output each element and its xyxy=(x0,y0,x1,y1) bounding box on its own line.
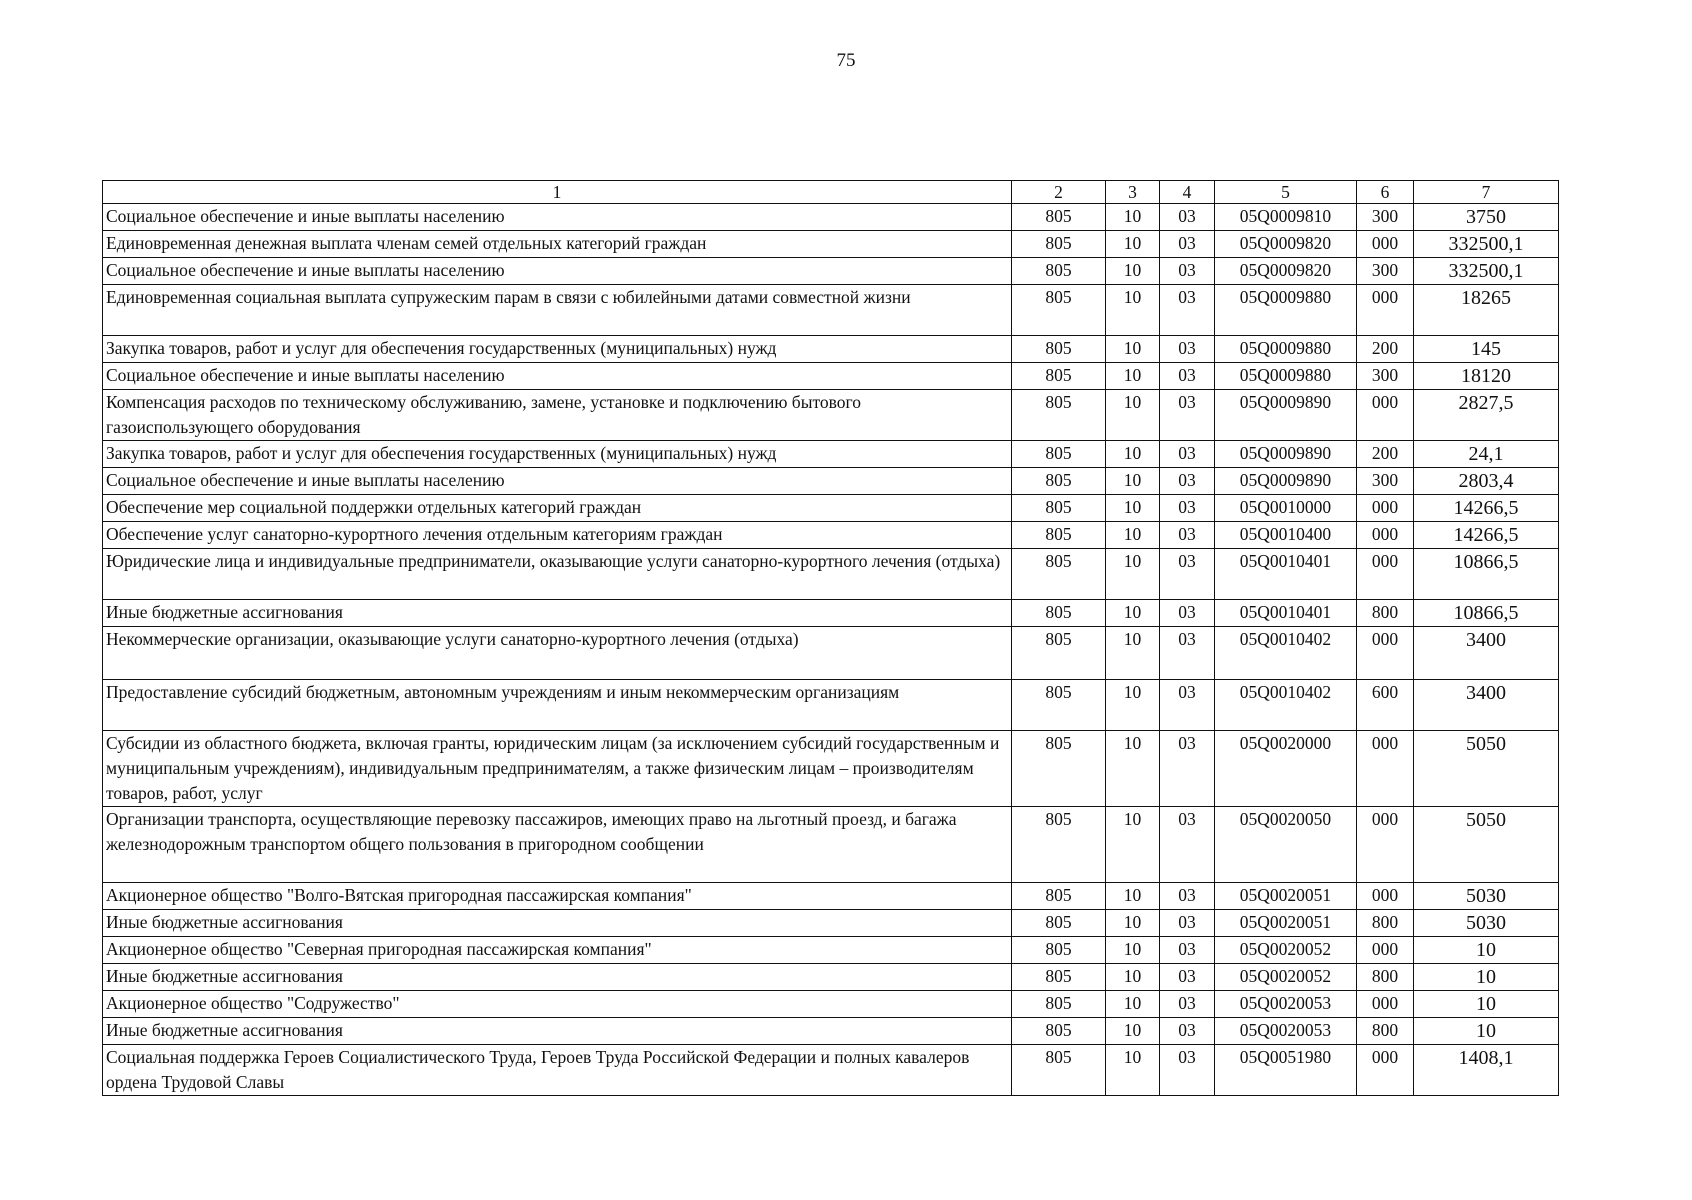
expense-type-code: 800 xyxy=(1357,1018,1414,1045)
row-amount: 332500,1 xyxy=(1414,231,1559,258)
expense-type-code: 000 xyxy=(1357,1045,1414,1096)
table-row xyxy=(103,522,1559,549)
row-amount: 1408,1 xyxy=(1414,1045,1559,1096)
expense-type-code: 300 xyxy=(1357,258,1414,285)
subsection-code: 03 xyxy=(1160,285,1215,336)
target-article-code: 05Q0020050 xyxy=(1215,807,1357,883)
table-row xyxy=(103,807,1559,883)
section-code: 10 xyxy=(1106,627,1160,680)
row-name: Обеспечение мер социальной поддержки отдельных категорий граждан xyxy=(103,495,1012,522)
target-article-code: 05Q0009810 xyxy=(1215,204,1357,231)
subsection-code: 03 xyxy=(1160,231,1215,258)
row-amount: 18120 xyxy=(1414,363,1559,390)
section-code: 10 xyxy=(1106,731,1160,807)
expense-type-code: 800 xyxy=(1357,910,1414,937)
column-header: 3 xyxy=(1106,181,1160,204)
expense-type-code: 000 xyxy=(1357,390,1414,441)
table-row xyxy=(103,363,1559,390)
target-article-code: 05Q0010402 xyxy=(1215,627,1357,680)
section-code: 10 xyxy=(1106,363,1160,390)
section-code: 10 xyxy=(1106,336,1160,363)
section-code: 10 xyxy=(1106,680,1160,731)
admin-code: 805 xyxy=(1012,468,1106,495)
admin-code: 805 xyxy=(1012,204,1106,231)
row-amount: 14266,5 xyxy=(1414,522,1559,549)
expense-type-code: 000 xyxy=(1357,807,1414,883)
admin-code: 805 xyxy=(1012,883,1106,910)
row-name: Иные бюджетные ассигнования xyxy=(103,910,1012,937)
target-article-code: 05Q0009880 xyxy=(1215,336,1357,363)
target-article-code: 05Q0009880 xyxy=(1215,285,1357,336)
target-article-code: 05Q0009820 xyxy=(1215,258,1357,285)
subsection-code: 03 xyxy=(1160,549,1215,600)
section-code: 10 xyxy=(1106,1045,1160,1096)
admin-code: 805 xyxy=(1012,390,1106,441)
subsection-code: 03 xyxy=(1160,1018,1215,1045)
subsection-code: 03 xyxy=(1160,600,1215,627)
subsection-code: 03 xyxy=(1160,390,1215,441)
expense-type-code: 000 xyxy=(1357,549,1414,600)
target-article-code: 05Q0020051 xyxy=(1215,883,1357,910)
target-article-code: 05Q0010401 xyxy=(1215,549,1357,600)
row-amount: 10 xyxy=(1414,937,1559,964)
target-article-code: 05Q0009880 xyxy=(1215,363,1357,390)
row-amount: 18265 xyxy=(1414,285,1559,336)
subsection-code: 03 xyxy=(1160,937,1215,964)
section-code: 10 xyxy=(1106,937,1160,964)
row-amount: 3400 xyxy=(1414,680,1559,731)
admin-code: 805 xyxy=(1012,285,1106,336)
expense-type-code: 000 xyxy=(1357,731,1414,807)
row-name: Юридические лица и индивидуальные предприниматели, оказывающие услуги санаторно-курортного лечения (отдыха) xyxy=(103,549,1012,600)
column-header: 6 xyxy=(1357,181,1414,204)
row-name: Обеспечение услуг санаторно-курортного лечения отдельным категориям граждан xyxy=(103,522,1012,549)
row-name: Акционерное общество "Северная пригородная пассажирская компания" xyxy=(103,937,1012,964)
row-name: Организации транспорта, осуществляющие перевозку пассажиров, имеющих право на льготный проезд, и багажа железнодорожным транспортом общего пользования в пригородном сообщении xyxy=(103,807,1012,883)
table-row xyxy=(103,468,1559,495)
admin-code: 805 xyxy=(1012,991,1106,1018)
target-article-code: 05Q0020052 xyxy=(1215,964,1357,991)
budget-table xyxy=(102,180,1559,1096)
row-name: Закупка товаров, работ и услуг для обеспечения государственных (муниципальных) нужд xyxy=(103,441,1012,468)
subsection-code: 03 xyxy=(1160,807,1215,883)
subsection-code: 03 xyxy=(1160,468,1215,495)
admin-code: 805 xyxy=(1012,627,1106,680)
row-amount: 10 xyxy=(1414,964,1559,991)
subsection-code: 03 xyxy=(1160,991,1215,1018)
table-row xyxy=(103,964,1559,991)
target-article-code: 05Q0009890 xyxy=(1215,468,1357,495)
target-article-code: 05Q0010400 xyxy=(1215,522,1357,549)
admin-code: 805 xyxy=(1012,731,1106,807)
subsection-code: 03 xyxy=(1160,363,1215,390)
table-row xyxy=(103,731,1559,807)
row-name: Некоммерческие организации, оказывающие услуги санаторно-курортного лечения (отдыха) xyxy=(103,627,1012,680)
section-code: 10 xyxy=(1106,522,1160,549)
subsection-code: 03 xyxy=(1160,883,1215,910)
admin-code: 805 xyxy=(1012,910,1106,937)
row-name: Предоставление субсидий бюджетным, автономным учреждениям и иным некоммерческим организациям xyxy=(103,680,1012,731)
row-name: Компенсация расходов по техническому обслуживанию, замене, установке и подключению бытового газоиспользующего оборудования xyxy=(103,390,1012,441)
expense-type-code: 000 xyxy=(1357,231,1414,258)
target-article-code: 05Q0010402 xyxy=(1215,680,1357,731)
subsection-code: 03 xyxy=(1160,627,1215,680)
expense-type-code: 800 xyxy=(1357,964,1414,991)
row-amount: 3400 xyxy=(1414,627,1559,680)
section-code: 10 xyxy=(1106,495,1160,522)
section-code: 10 xyxy=(1106,258,1160,285)
section-code: 10 xyxy=(1106,549,1160,600)
row-name: Акционерное общество "Волго-Вятская пригородная пассажирская компания" xyxy=(103,883,1012,910)
section-code: 10 xyxy=(1106,390,1160,441)
row-name: Субсидии из областного бюджета, включая гранты, юридическим лицам (за исключением субсидий государственным и муниципальным учреждениям), индивидуальным предпринимателям, а также физическим лицам – производителям товаров, работ, услуг xyxy=(103,731,1012,807)
expense-type-code: 000 xyxy=(1357,522,1414,549)
admin-code: 805 xyxy=(1012,1045,1106,1096)
admin-code: 805 xyxy=(1012,336,1106,363)
target-article-code: 05Q0009820 xyxy=(1215,231,1357,258)
row-name: Иные бюджетные ассигнования xyxy=(103,1018,1012,1045)
admin-code: 805 xyxy=(1012,680,1106,731)
target-article-code: 05Q0020052 xyxy=(1215,937,1357,964)
expense-type-code: 300 xyxy=(1357,468,1414,495)
table-row xyxy=(103,600,1559,627)
section-code: 10 xyxy=(1106,231,1160,258)
row-amount: 5030 xyxy=(1414,883,1559,910)
row-name: Иные бюджетные ассигнования xyxy=(103,600,1012,627)
section-code: 10 xyxy=(1106,468,1160,495)
subsection-code: 03 xyxy=(1160,910,1215,937)
row-amount: 10 xyxy=(1414,1018,1559,1045)
section-code: 10 xyxy=(1106,1018,1160,1045)
table-row xyxy=(103,336,1559,363)
expense-type-code: 300 xyxy=(1357,363,1414,390)
table-row xyxy=(103,1018,1559,1045)
admin-code: 805 xyxy=(1012,231,1106,258)
row-amount: 5030 xyxy=(1414,910,1559,937)
table-row xyxy=(103,991,1559,1018)
admin-code: 805 xyxy=(1012,964,1106,991)
target-article-code: 05Q0020053 xyxy=(1215,1018,1357,1045)
row-amount: 14266,5 xyxy=(1414,495,1559,522)
target-article-code: 05Q0009890 xyxy=(1215,441,1357,468)
subsection-code: 03 xyxy=(1160,731,1215,807)
expense-type-code: 800 xyxy=(1357,600,1414,627)
row-name: Единовременная социальная выплата супружеским парам в связи с юбилейными датами совместной жизни xyxy=(103,285,1012,336)
target-article-code: 05Q0020053 xyxy=(1215,991,1357,1018)
target-article-code: 05Q0051980 xyxy=(1215,1045,1357,1096)
expense-type-code: 600 xyxy=(1357,680,1414,731)
table-row xyxy=(103,549,1559,600)
table-row xyxy=(103,680,1559,731)
table-row xyxy=(103,627,1559,680)
target-article-code: 05Q0010401 xyxy=(1215,600,1357,627)
row-amount: 10 xyxy=(1414,991,1559,1018)
column-header: 7 xyxy=(1414,181,1559,204)
target-article-code: 05Q0020000 xyxy=(1215,731,1357,807)
row-amount: 5050 xyxy=(1414,731,1559,807)
row-amount: 3750 xyxy=(1414,204,1559,231)
header-row xyxy=(103,181,1559,204)
table-row xyxy=(103,910,1559,937)
row-name: Социальная поддержка Героев Социалистического Труда, Героев Труда Российской Федерации и полных кавалеров ордена Трудовой Славы xyxy=(103,1045,1012,1096)
table-row xyxy=(103,883,1559,910)
column-header: 5 xyxy=(1215,181,1357,204)
subsection-code: 03 xyxy=(1160,441,1215,468)
row-amount: 10866,5 xyxy=(1414,600,1559,627)
table-row xyxy=(103,441,1559,468)
table-row xyxy=(103,1045,1559,1096)
target-article-code: 05Q0010000 xyxy=(1215,495,1357,522)
section-code: 10 xyxy=(1106,600,1160,627)
subsection-code: 03 xyxy=(1160,964,1215,991)
page-number: 75 xyxy=(836,50,856,71)
column-header: 2 xyxy=(1012,181,1106,204)
expense-type-code: 000 xyxy=(1357,495,1414,522)
row-name: Социальное обеспечение и иные выплаты населению xyxy=(103,363,1012,390)
subsection-code: 03 xyxy=(1160,258,1215,285)
section-code: 10 xyxy=(1106,441,1160,468)
target-article-code: 05Q0009890 xyxy=(1215,390,1357,441)
expense-type-code: 000 xyxy=(1357,627,1414,680)
table-row xyxy=(103,231,1559,258)
subsection-code: 03 xyxy=(1160,1045,1215,1096)
row-amount: 2803,4 xyxy=(1414,468,1559,495)
admin-code: 805 xyxy=(1012,441,1106,468)
expense-type-code: 000 xyxy=(1357,991,1414,1018)
row-name: Единовременная денежная выплата членам семей отдельных категорий граждан xyxy=(103,231,1012,258)
admin-code: 805 xyxy=(1012,258,1106,285)
subsection-code: 03 xyxy=(1160,495,1215,522)
expense-type-code: 200 xyxy=(1357,336,1414,363)
admin-code: 805 xyxy=(1012,363,1106,390)
section-code: 10 xyxy=(1106,991,1160,1018)
row-name: Социальное обеспечение и иные выплаты населению xyxy=(103,204,1012,231)
table-row xyxy=(103,937,1559,964)
admin-code: 805 xyxy=(1012,807,1106,883)
table-row xyxy=(103,204,1559,231)
admin-code: 805 xyxy=(1012,522,1106,549)
table-row xyxy=(103,258,1559,285)
section-code: 10 xyxy=(1106,910,1160,937)
target-article-code: 05Q0020051 xyxy=(1215,910,1357,937)
row-amount: 332500,1 xyxy=(1414,258,1559,285)
expense-type-code: 000 xyxy=(1357,883,1414,910)
column-header: 1 xyxy=(103,181,1012,204)
admin-code: 805 xyxy=(1012,600,1106,627)
admin-code: 805 xyxy=(1012,937,1106,964)
expense-type-code: 000 xyxy=(1357,285,1414,336)
section-code: 10 xyxy=(1106,285,1160,336)
section-code: 10 xyxy=(1106,964,1160,991)
subsection-code: 03 xyxy=(1160,204,1215,231)
row-amount: 24,1 xyxy=(1414,441,1559,468)
column-header: 4 xyxy=(1160,181,1215,204)
section-code: 10 xyxy=(1106,807,1160,883)
row-name: Иные бюджетные ассигнования xyxy=(103,964,1012,991)
subsection-code: 03 xyxy=(1160,680,1215,731)
row-amount: 145 xyxy=(1414,336,1559,363)
row-amount: 5050 xyxy=(1414,807,1559,883)
admin-code: 805 xyxy=(1012,1018,1106,1045)
admin-code: 805 xyxy=(1012,549,1106,600)
table-row xyxy=(103,285,1559,336)
subsection-code: 03 xyxy=(1160,522,1215,549)
table-row xyxy=(103,495,1559,522)
subsection-code: 03 xyxy=(1160,336,1215,363)
row-name: Закупка товаров, работ и услуг для обеспечения государственных (муниципальных) нужд xyxy=(103,336,1012,363)
section-code: 10 xyxy=(1106,204,1160,231)
row-amount: 10866,5 xyxy=(1414,549,1559,600)
expense-type-code: 300 xyxy=(1357,204,1414,231)
row-name: Акционерное общество "Содружество" xyxy=(103,991,1012,1018)
section-code: 10 xyxy=(1106,883,1160,910)
expense-type-code: 200 xyxy=(1357,441,1414,468)
row-amount: 2827,5 xyxy=(1414,390,1559,441)
admin-code: 805 xyxy=(1012,495,1106,522)
row-name: Социальное обеспечение и иные выплаты населению xyxy=(103,468,1012,495)
row-name: Социальное обеспечение и иные выплаты населению xyxy=(103,258,1012,285)
expense-type-code: 000 xyxy=(1357,937,1414,964)
table-row xyxy=(103,390,1559,441)
